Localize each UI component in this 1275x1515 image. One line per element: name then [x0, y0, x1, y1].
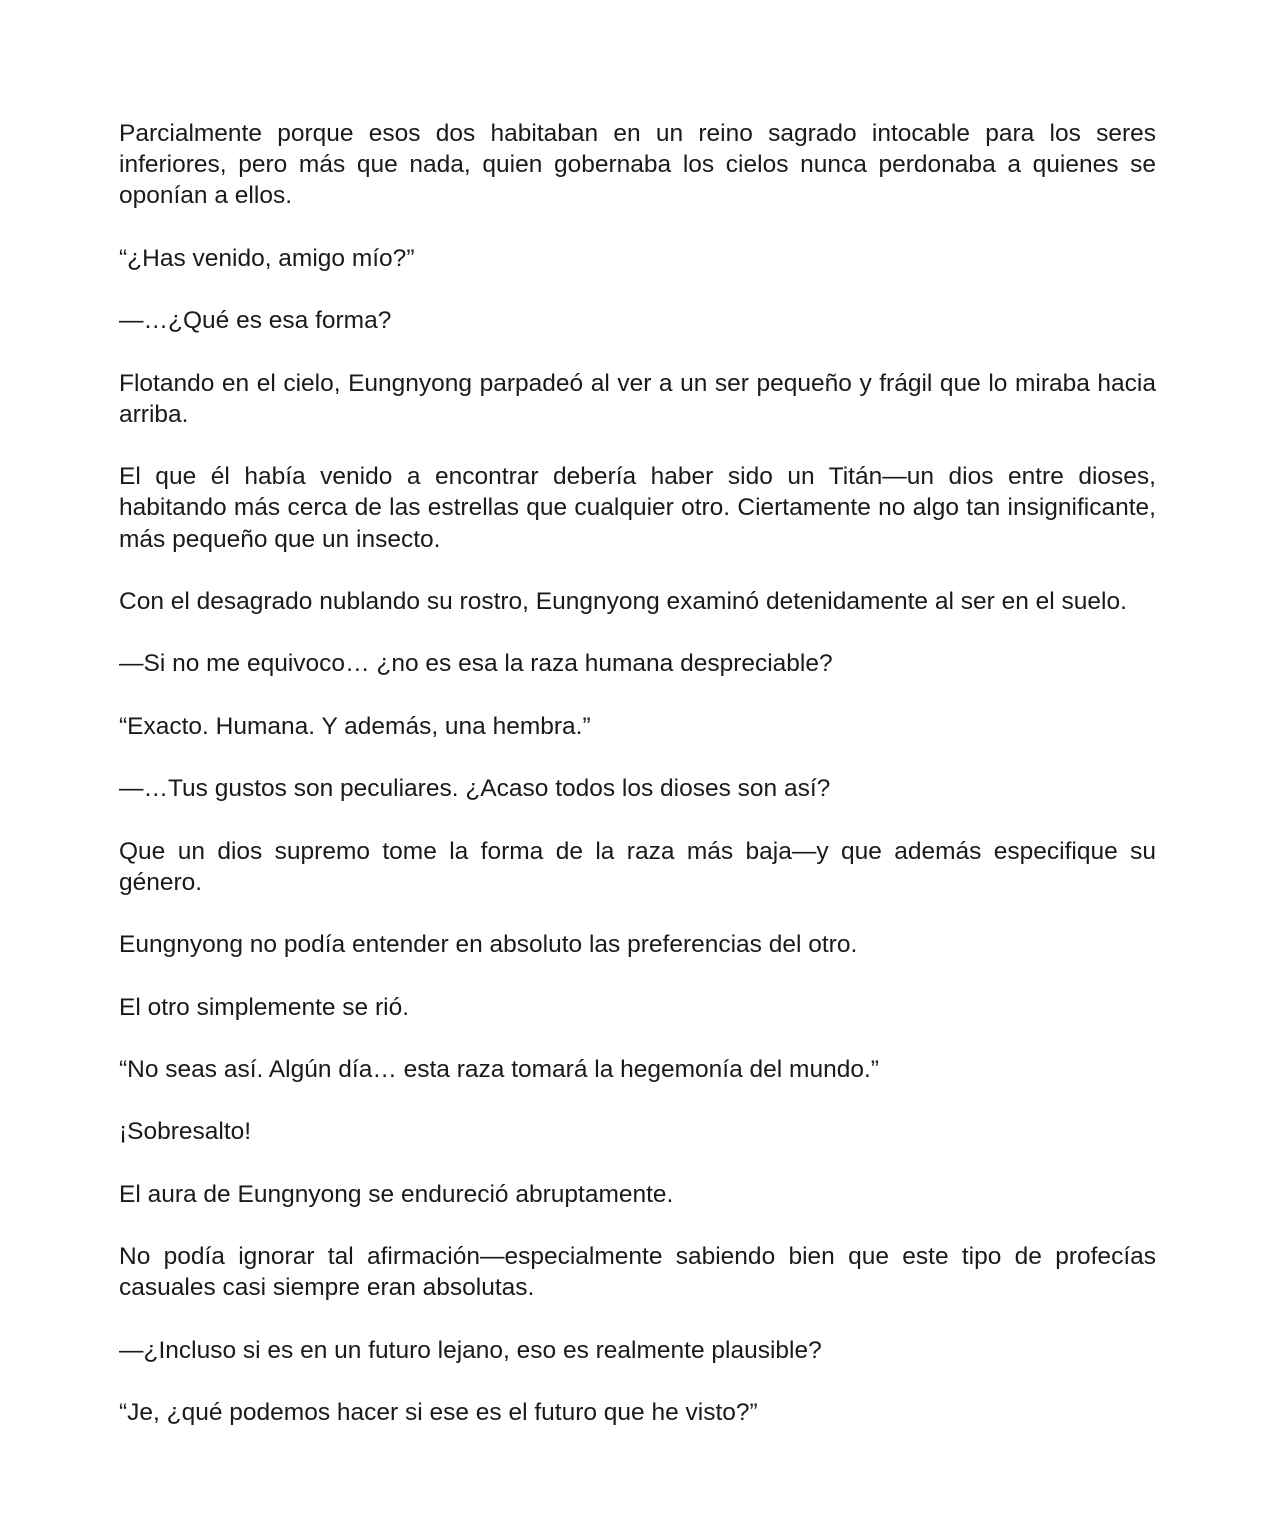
paragraph-14: ¡Sobresalto!	[119, 1118, 252, 1146]
paragraph-16: No podía ignorar tal afirmación—especialmente sabiendo bien que este tipo de profecías casuales casi siempre eran absolutas.	[119, 1243, 1156, 1302]
document-page	[119, 118, 1156, 1428]
paragraph-2: “¿Has venido, amigo mío?”	[119, 244, 415, 272]
paragraph-5: El que él había venido a encontrar debería haber sido un Titán—un dios entre dioses, habitando más cerca de las estrellas que cualquier otro. Ciertamente no algo tan insignificante, más pequeño que un insecto.	[119, 463, 1156, 553]
paragraph-9: —…Tus gustos son peculiares. ¿Acaso todos los dioses son así?	[119, 775, 831, 803]
paragraph-10: Que un dios supremo tome la forma de la raza más baja—y que además especifique su género.	[119, 837, 1156, 896]
paragraph-13: “No seas así. Algún día… esta raza tomará la hegemonía del mundo.”	[119, 1055, 879, 1083]
paragraph-15: El aura de Eungnyong se endureció abruptamente.	[119, 1180, 674, 1208]
paragraph-12: El otro simplemente se rió.	[119, 993, 410, 1021]
paragraph-4: Flotando en el cielo, Eungnyong parpadeó al ver a un ser pequeño y frágil que lo miraba hacia arriba.	[119, 369, 1156, 428]
paragraph-7: —Si no me equivoco… ¿no es esa la raza humana despreciable?	[119, 650, 833, 678]
paragraph-8: “Exacto. Humana. Y además, una hembra.”	[119, 712, 591, 740]
paragraph-1: Parcialmente porque esos dos habitaban en un reino sagrado intocable para los seres inferiores, pero más que nada, quien gobernaba los cielos nunca perdonaba a quienes se oponían a ellos.	[119, 120, 1156, 210]
paragraph-18: “Je, ¿qué podemos hacer si ese es el futuro que he visto?”	[119, 1399, 758, 1427]
paragraph-6: Con el desagrado nublando su rostro, Eungnyong examinó detenidamente al ser en el suelo.	[119, 587, 1127, 615]
paragraph-11: Eungnyong no podía entender en absoluto las preferencias del otro.	[119, 931, 858, 959]
paragraph-17: —¿Incluso si es en un futuro lejano, eso es realmente plausible?	[119, 1336, 822, 1364]
paragraph-3: —…¿Qué es esa forma?	[119, 307, 392, 335]
